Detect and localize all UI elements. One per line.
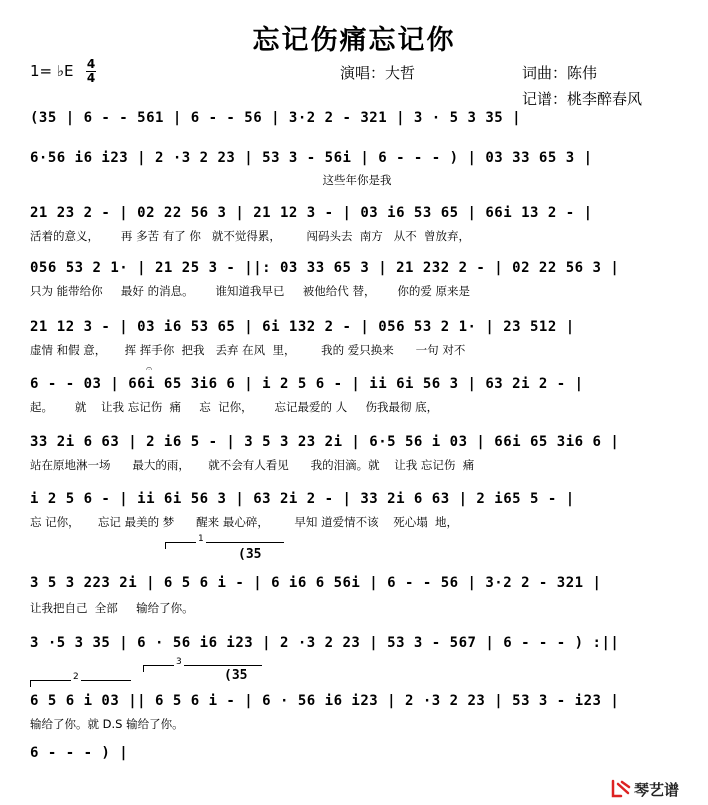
time-signature	[86, 58, 96, 85]
fermata-mark: 𝄐	[146, 362, 153, 375]
song-title: 忘记伤痛忘记你	[252, 25, 456, 56]
notation-line: i 2 5 6 - | ii 6i 56 3 | 63 2i 2 - | 33 2i 6 63 | 2 i65 5 - |	[30, 491, 575, 507]
time-signature-top: 4	[86, 57, 96, 71]
lyric-line: 起。 就 让我 忘记伤 痛 忘 记你， 忘记最爱的 人 伤我最彻 底，	[30, 400, 439, 414]
pickup-notes: (35	[224, 668, 248, 683]
lyric-line: 站在原地淋一场 最大的雨， 就不会有人看见 我的泪滴。就 让我 忘记伤 痛	[30, 458, 475, 472]
volta-number: 3	[176, 657, 182, 667]
lyric-line: 让我把自己 全部 输给了你。	[30, 601, 194, 615]
transcriber: 记谱：桃李醉春风	[522, 90, 643, 108]
volta-number: 2	[73, 672, 79, 682]
score-line-3	[0, 205, 708, 263]
time-signature-bottom: 4	[86, 71, 96, 85]
volta-number: 1	[198, 534, 204, 544]
logo-text: 琴艺谱	[634, 781, 680, 799]
site-logo	[610, 779, 698, 799]
notation-line: (35 | 6 - - 561 | 6 - - 56 | 3·2 2 - 321 | 3 · 5 3 35 |	[30, 110, 522, 126]
notation-line: 6 - - - ) |	[30, 745, 129, 761]
notation-line: 33 2i 6 63 | 2 i6 5 - | 3 5 3 23 2i | 6·5 56 i 03 | 66i 65 3i6 6 |	[30, 434, 620, 450]
score-line-7	[0, 434, 708, 492]
lyric-line: 输给了你。就 D.S 输给了你。	[30, 717, 184, 731]
notation-line: 21 12 3 - | 03 i6 53 65 | 6i 132 2 - | 056 53 2 1· | 23 512 |	[30, 319, 575, 335]
notation-line: 3 ·5 3 35 | 6 · 56 i6 i23 | 2 ·3 2 23 | 53 3 - 567 | 6 - - - ) :||	[30, 635, 620, 651]
score-line-6	[0, 362, 708, 434]
notation-line: 6 - - 03 | 66i 65 3i6 6 | i 2 5 6 - | ii 6i 56 3 | 63 2i 2 - |	[30, 376, 584, 392]
lyric-line: 虚情 和假 意， 挥 挥手你 把我 丢弃 在风 里， 我的 爱只换来 一句 对不	[30, 343, 466, 357]
pickup-notes: (35	[238, 547, 262, 562]
score-line-12	[0, 745, 708, 803]
score-line-11	[0, 693, 708, 751]
notation-line: 3 5 3 223 2i | 6 5 6 i - | 6 i6 6 56i | 6 - - 56 | 3·2 2 - 321 |	[30, 575, 602, 591]
notation-line: 6·56 i6 i23 | 2 ·3 2 23 | 53 3 - 56i | 6 - - - ) | 03 33 65 3 |	[30, 150, 593, 166]
notation-line: 21 23 2 - | 02 22 56 3 | 21 12 3 - | 03 i6 53 65 | 66i 13 2 - |	[30, 205, 593, 221]
volta-bracket-2	[30, 672, 131, 687]
score-line-8	[0, 491, 708, 549]
lyric-line: 活着的意义， 再 多苦 有了 你 就不觉得累， 闯码头去 南方 从不 曾放弃，	[30, 229, 471, 243]
key-signature: 1= ♭E	[30, 62, 74, 80]
lyric-line: 忘 记你， 忘记 最美的 梦 醒来 最心碎， 早知 道爱情不该 死心塌 地，	[30, 515, 459, 529]
lyric-line: 只为 能带给你 最好 的消息。 谁知道我早已 被他给代 替， 你的爱 原来是	[30, 284, 471, 298]
score-line-4	[0, 260, 708, 318]
notation-line: 056 53 2 1· | 21 25 3 - ||: 03 33 65 3 | 21 232 2 - | 02 22 56 3 |	[30, 260, 620, 276]
notation-line: 6 5 6 i 03 || 6 5 6 i - | 6 · 56 i6 i23 | 2 ·3 2 23 | 53 3 - i23 |	[30, 693, 620, 709]
score-line-2	[0, 150, 708, 208]
lyric-line: 这些年你是我	[30, 173, 392, 187]
score-line-5	[0, 319, 708, 377]
score-line-9	[0, 575, 708, 633]
logo-mark-icon	[610, 779, 632, 799]
performer: 演唱：大哲	[340, 64, 416, 82]
composer: 词曲：陈伟	[522, 64, 598, 82]
volta-bracket-1	[165, 534, 284, 549]
